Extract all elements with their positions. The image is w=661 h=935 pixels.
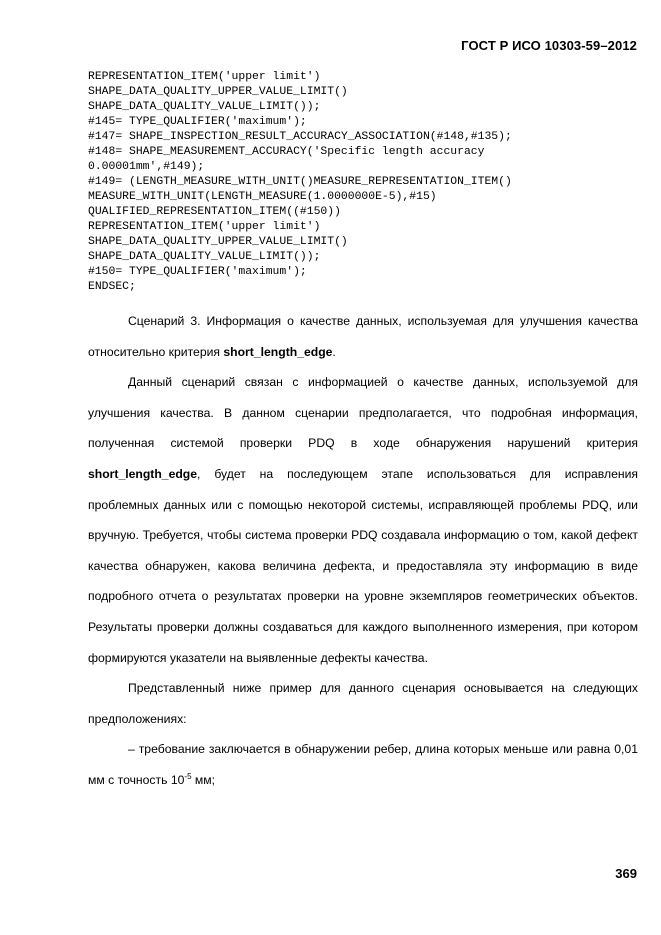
code-line: MEASURE_WITH_UNIT(LENGTH_MEASURE(1.0000000E-5),#15) [88,191,437,203]
exponent: -5 [184,771,192,781]
code-line: #150= TYPE_QUALIFIER('maximum'); [88,266,307,278]
code-line: QUALIFIED_REPRESENTATION_ITEM((#150)) [88,206,341,218]
code-line: ENDSEC; [88,281,136,293]
code-line: #145= TYPE_QUALIFIER('maximum'); [88,116,307,128]
code-line: REPRESENTATION_ITEM('upper limit') [88,71,321,83]
code-line: SHAPE_DATA_QUALITY_VALUE_LIMIT()); [88,251,321,263]
code-line: REPRESENTATION_ITEM('upper limit') [88,221,321,233]
code-line: SHAPE_DATA_QUALITY_UPPER_VALUE_LIMIT() [88,236,348,248]
body-text [88,306,638,796]
code-line: 0.00001mm',#149); [88,161,205,173]
code-line: SHAPE_DATA_QUALITY_UPPER_VALUE_LIMIT() [88,86,348,98]
code-line: #148= SHAPE_MEASUREMENT_ACCURACY('Specific length accuracy [88,146,485,158]
scenario-paragraph: Сценарий 3. Информация о качестве данных, используемая для улучшения качества относительно критерия short_length_edge. [88,314,638,359]
criterion-term: short_length_edge [223,344,333,359]
example-intro-paragraph: Представленный ниже пример для данного сценария основывается на следующих предположениях: [88,681,638,726]
page-number: 369 [615,866,637,881]
step-code-listing [88,70,648,295]
scenario-description-paragraph: Данный сценарий связан с информацией о качестве данных, используемой для улучшения качества. В данном сценарии предполагается, что подробная информация, полученная системой проверки PDQ в ходе обнаружения нарушений критерия short_length_edge, будет на последующем этапе использоваться для исправления проблемных данных или с помощью некоторой системы, исправляющей проблемы PDQ, или вручную. Требуется, чтобы система проверки PDQ создавала информацию о том, какой дефект качества обнаружен, какова величина дефекта, и предоставляла эту информацию в виде подробного отчета о результатах проверки на уровне экземпляров геометрических объектов. Результаты проверки должны создаваться для каждого выполненного измерения, при котором формируются указатели на выявленные дефекты качества. [88,375,638,665]
requirement-list-item: – требование заключается в обнаружении ребер, длина которых меньше или равна 0,01 мм с точность $10^{-5}$ мм; [88,742,638,787]
document-standard-header: ГОСТ Р ИСО 10303-59–2012 [461,38,637,53]
code-line: SHAPE_DATA_QUALITY_VALUE_LIMIT()); [88,101,321,113]
code-line: #149= (LENGTH_MEASURE_WITH_UNIT()MEASURE_REPRESENTATION_ITEM() [88,176,512,188]
criterion-term: short_length_edge [88,466,198,481]
code-line: #147= SHAPE_INSPECTION_RESULT_ACCURACY_ASSOCIATION(#148,#135); [88,131,512,143]
